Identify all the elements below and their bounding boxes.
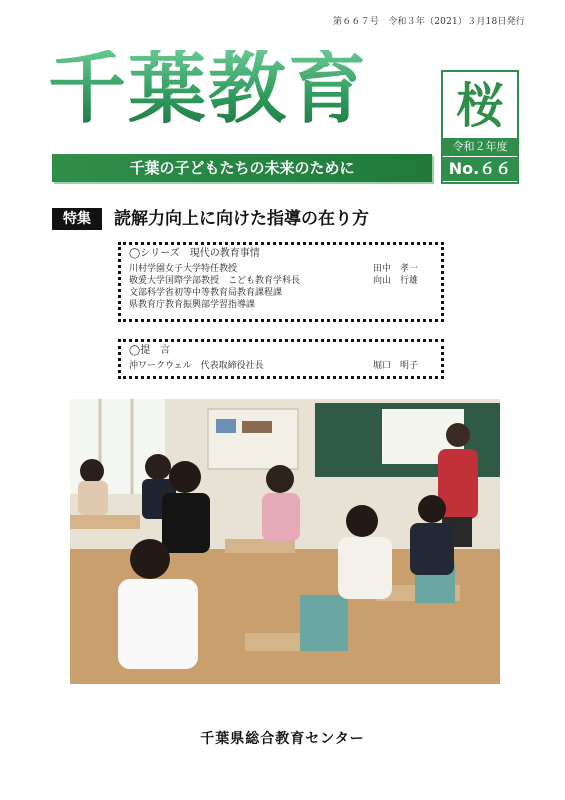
series-role: 文部科学省初等中等教育局教育課程課 [129, 288, 283, 298]
publisher-name: 千葉県総合教育センター [200, 731, 365, 747]
series-row [129, 287, 433, 299]
feature-label: 特集 [52, 208, 102, 230]
series-box [118, 242, 444, 322]
proposal-name: 堀口 明子 [373, 361, 419, 371]
series-row [129, 275, 433, 287]
series-role: 川村学園女子大学特任教授 [129, 264, 238, 274]
masthead-title: 千葉教育 [48, 44, 369, 134]
series-name: 田中 孝一 [373, 264, 419, 274]
proposal-heading: ◯提 言 [129, 345, 171, 356]
series-name: 向山 行雄 [373, 276, 419, 286]
classroom-photo-illustration [70, 399, 500, 684]
subtitle-band: 千葉の子どもたちの未来のために [52, 154, 432, 182]
proposal-row [129, 360, 433, 372]
proposal-box [118, 339, 444, 379]
series-row [129, 299, 433, 311]
series-role: 敬愛大学国際学部教授 こども教育学科長 [129, 276, 301, 286]
classroom-photo [70, 399, 500, 684]
issue-number: No.６６７ [443, 156, 517, 181]
feature-title: 読解力向上に向けた指導の在り方 [114, 209, 369, 229]
series-name [373, 299, 433, 311]
series-heading: ◯シリーズ 現代の教育事情 [129, 248, 260, 259]
season-char: 桜 [455, 78, 504, 134]
proposal-role: 沖ワークウェル 代表取締役社長 [129, 361, 264, 371]
series-name [373, 287, 433, 299]
issue-info: 第６６７号 令和３年（2021）３月18日発行 [333, 17, 525, 27]
series-role: 県教育庁教育振興部学習指導課 [129, 300, 256, 310]
series-row [129, 263, 433, 275]
fiscal-year: 令和２年度 [443, 138, 517, 156]
season-badge [441, 70, 519, 202]
